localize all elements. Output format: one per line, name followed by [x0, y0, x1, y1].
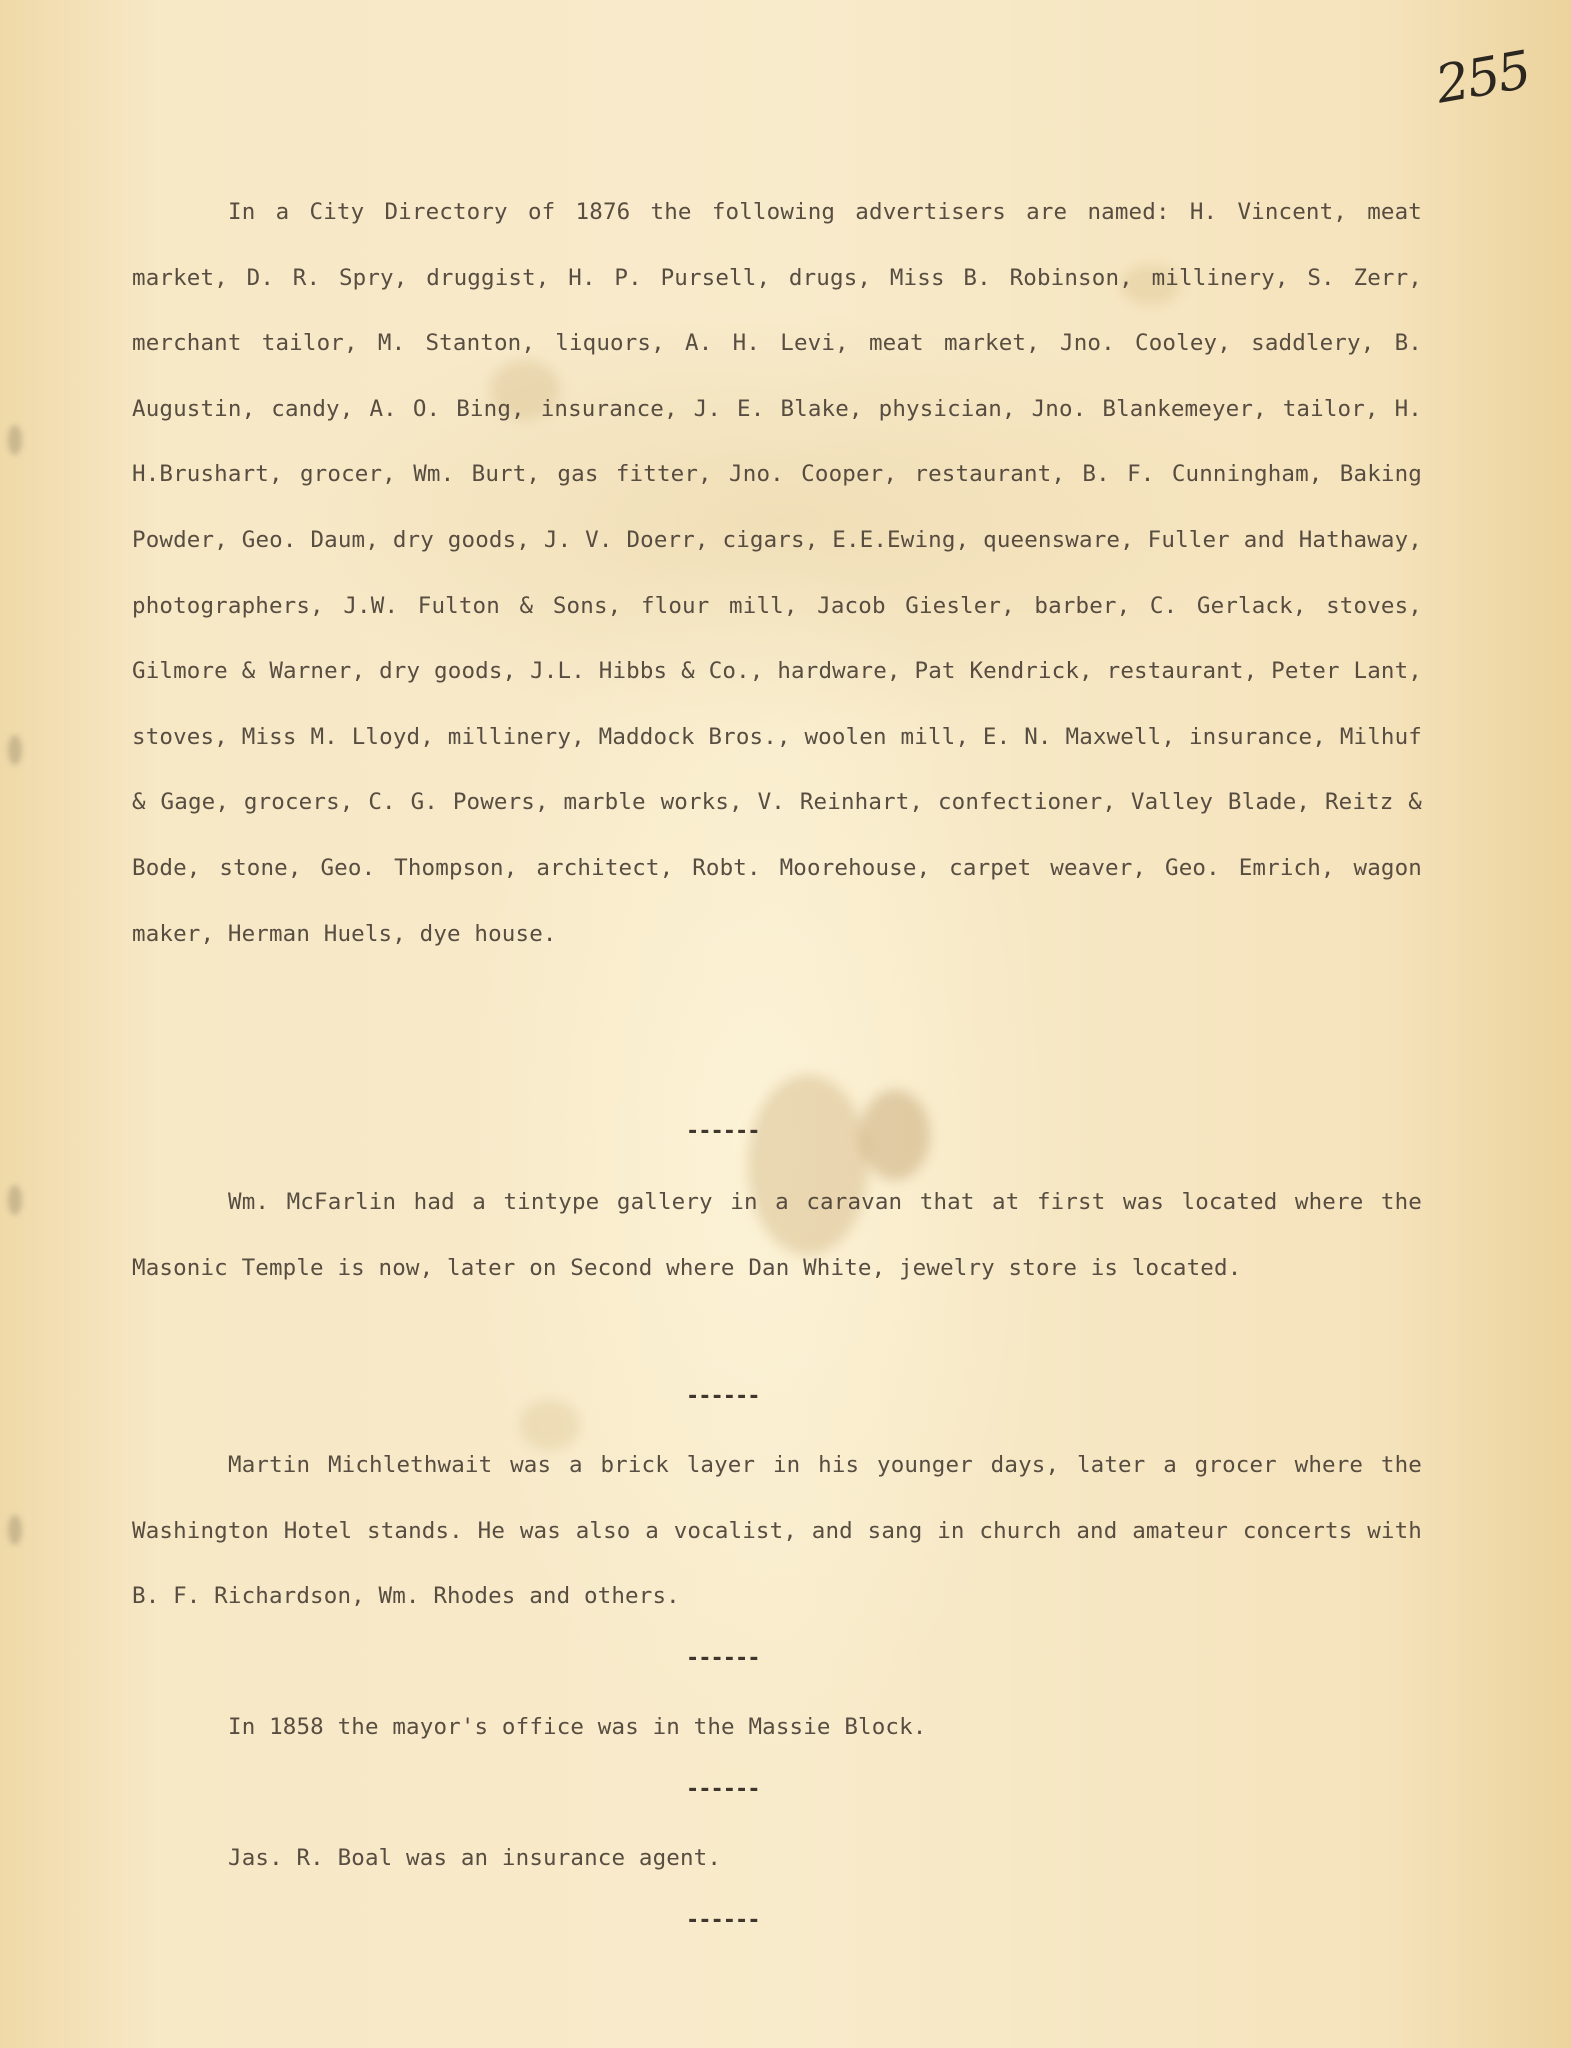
paragraph-mcfarlin: Wm. McFarlin had a tintype gallery in a caravan that at first was located where the Masonic Temple is now, later on Second where Dan White, jewelry store is located. — [132, 1189, 1422, 1281]
paragraph-city-directory: In a City Directory of 1876 the following advertisers are named: H. Vincent, meat market, D. R. Spry, druggist, H. P. Pursell, drugs, Miss B. Robinson, millinery, S. Zerr, merchant tailor, M. Stanton, liquors, A. H. Levi, meat market, Jno. Cooley, saddlery, B. Augustin, candy, A. O. Bing, insurance, J. E. Blake, physician, Jno. Blankemeyer, tailor, H. H.Brushart, grocer, Wm. Burt, gas fitter, Jno. Cooper, restaurant, B. F. Cunningham, Baking Powder, Geo. Daum, dry goods, J. V. Doerr, cigars, E.E.Ewing, queensware, Fuller and Hathaway, photographers, J.W. Fulton & Sons, flour mill, Jacob Giesler, barber, C. Gerlack, stoves, Gilmore & Warner, dry goods, J.L. Hibbs & Co., hardware, Pat Kendrick, restaurant, Peter Lant, stoves, Miss M. Lloyd, millinery, Maddock Bros., woolen mill, E. N. Maxwell, insurance, Milhuf & Gage, grocers, C. G. Powers, marble works, V. Reinhart, confectioner, Valley Blade, Reitz & Bode, stone, Geo. Thompson, architect, Robt. Moorehouse, carpet weaver, Geo. Emrich, wagon maker, Herman Huels, dye house. — [132, 199, 1422, 947]
edge-mark — [8, 425, 22, 455]
edge-mark — [8, 1515, 22, 1545]
section-separator: ------ — [686, 1908, 760, 1933]
paragraph-mayors-office: In 1858 the mayor's office was in the Massie Block. — [228, 1714, 927, 1740]
section-separator: ------ — [686, 1646, 760, 1671]
paragraph-michlethwait: Martin Michlethwait was a brick layer in his younger days, later a grocer where the Washington Hotel stands. He was also a vocalist, and sang in church and amateur concerts with B. F. Richardson, Wm. Rhodes and others. — [132, 1452, 1422, 1610]
paragraph-boal: Jas. R. Boal was an insurance agent. — [228, 1845, 722, 1871]
section-separator: ------ — [686, 1119, 760, 1144]
water-stain — [860, 1090, 930, 1180]
section-separator: ------ — [686, 1384, 760, 1409]
handwritten-page-number: 255 — [1431, 40, 1534, 116]
section-separator: ------ — [686, 1777, 760, 1802]
edge-mark — [8, 735, 22, 765]
edge-mark — [8, 1185, 22, 1215]
